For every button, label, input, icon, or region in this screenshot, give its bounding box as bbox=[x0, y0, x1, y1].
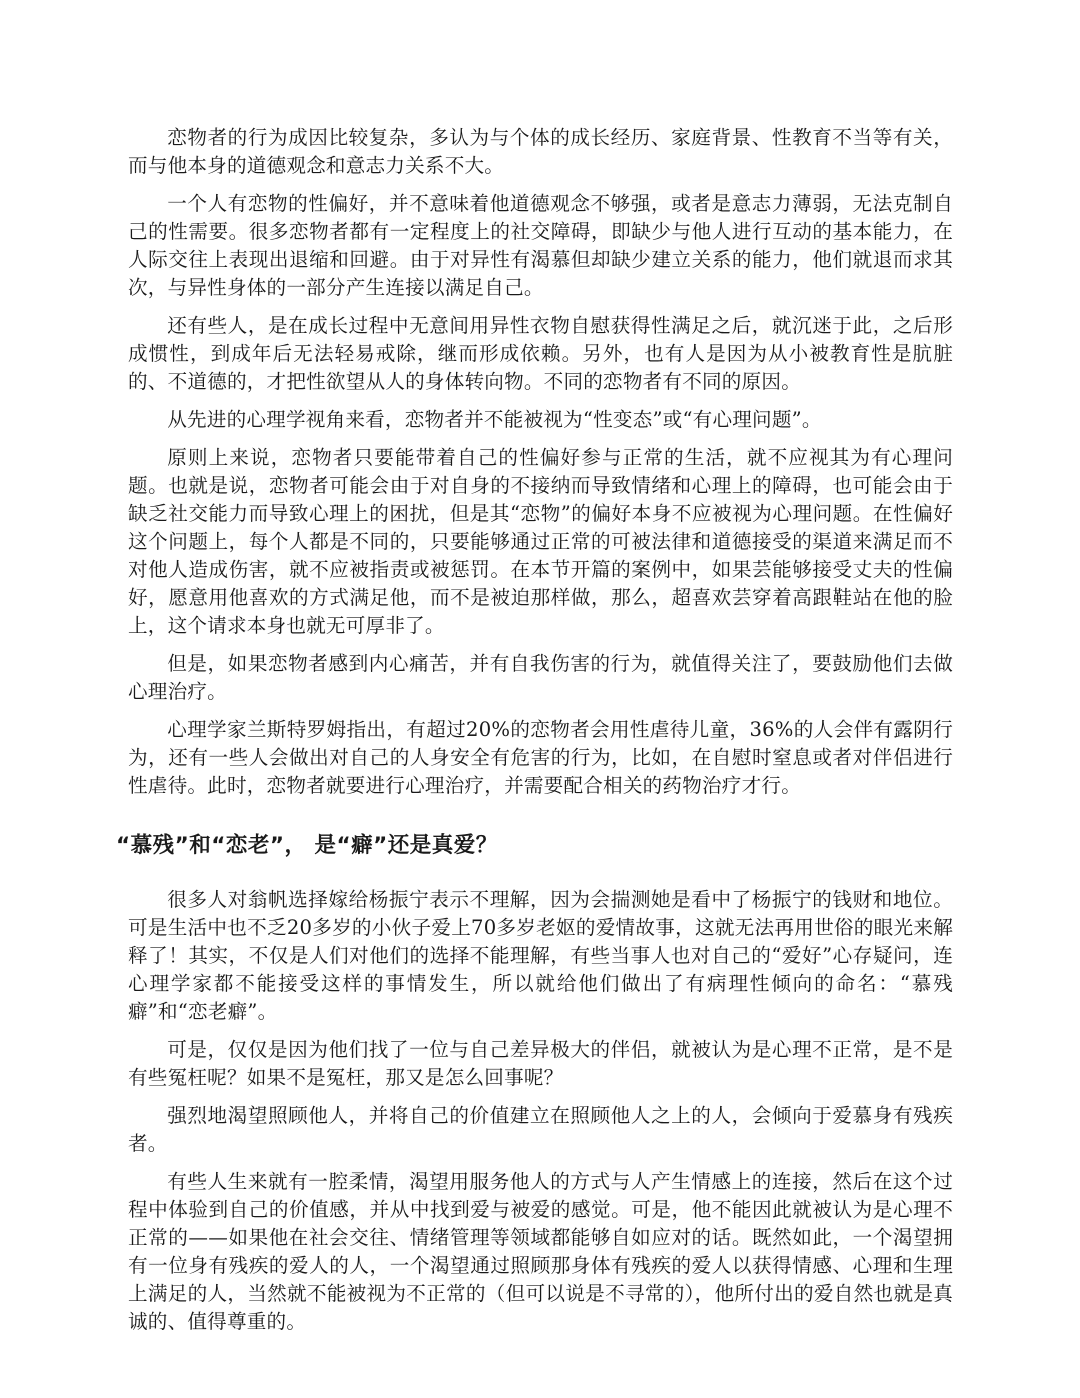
paragraph: 从先进的心理学视角来看，恋物者并不能被视为“性变态”或“有心理问题”。 bbox=[167, 408, 822, 431]
paragraph: 一个人有恋物的性偏好，并不意味着他道德观念不够强，或者是意志力薄弱，无法克制自己的性需要。很多恋物者都有一定程度上的社交障碍，即缺少与他人进行互动的基本能力，在人际交往上表现出退缩和回避。由于对异性有渴慕但却缺少建立关系的能力，他们就退而求其次，与异性身体的一部分产生连接以满足自己。 bbox=[128, 192, 953, 299]
paragraph: 心理学家兰斯特罗姆指出，有超过20%的恋物者会用性虐待儿童，36%的人会伴有露阴行为，还有一些人会做出对自己的人身安全有危害的行为，比如，在自慰时窒息或者对伴侣进行性虐待。此时，恋物者就要进行心理治疗，并需要配合相关的药物治疗才行。 bbox=[128, 718, 953, 797]
paragraph: 可是，仅仅是因为他们找了一位与自己差异极大的伴侣，就被认为是心理不正常，是不是有些冤枉呢？如果不是冤枉，那又是怎么回事呢？ bbox=[128, 1038, 953, 1089]
paragraph: 有些人生来就有一腔柔情，渴望用服务他人的方式与人产生情感上的连接，然后在这个过程中体验到自己的价值感，并从中找到爱与被爱的感觉。可是，他不能因此就被认为是心理不正常的——如果他在社会交往、情绪管理等领域都能够自如应对的话。既然如此，一个渴望拥有一位身有残疾的爱人的人，一个渴望通过照顾那身体有残疾的爱人以获得情感、心理和生理上满足的人，当然就不能被视为不正常的（但可以说是不寻常的），他所付出的爱自然也就是真诚的、值得尊重的。 bbox=[128, 1170, 953, 1333]
paragraph: 原则上来说，恋物者只要能带着自己的性偏好参与正常的生活，就不应视其为有心理问题。也就是说，恋物者可能会由于对自身的不接纳而导致情绪和心理上的障碍，也可能会由于缺乏社交能力而导致心理上的困扰，但是其“恋物”的偏好本身不应被视为心理问题。在性偏好这个问题上，每个人都是不同的，只要能够通过正常的可被法律和道德接受的渠道来满足而不对他人造成伤害，就不应被指责或被惩罚。在本节开篇的案例中，如果芸能够接受丈夫的性偏好，愿意用他喜欢的方式满足他，而不是被迫那样做，那么，超喜欢芸穿着高跟鞋站在他的脸上，这个请求本身也就无可厚非了。 bbox=[128, 446, 953, 637]
paragraph: 很多人对翁帆选择嫁给杨振宁表示不理解，因为会揣测她是看中了杨振宁的钱财和地位。可是生活中也不乏20多岁的小伙子爱上70多岁老妪的爱情故事，这就无法再用世俗的眼光来解释了！其实，不仅是人们对他们的选择不能理解，有些当事人也对自己的“爱好”心存疑问，连心理学家都不能接受这样的事情发生，所以就给他们做出了有病理性倾向的命名：“慕残癖”和“恋老癖”。 bbox=[128, 888, 953, 1023]
paragraph: 强烈地渴望照顾他人，并将自己的价值建立在照顾他人之上的人，会倾向于爱慕身有残疾者。 bbox=[128, 1104, 953, 1155]
section-heading: “慕残”和“恋老”， 是“癖”还是真爱？ bbox=[116, 833, 498, 858]
document-page bbox=[116, 124, 953, 1346]
paragraph: 恋物者的行为成因比较复杂，多认为与个体的成长经历、家庭背景、性教育不当等有关，而与他本身的道德观念和意志力关系不大。 bbox=[128, 126, 953, 177]
paragraph: 但是，如果恋物者感到内心痛苦，并有自我伤害的行为，就值得关注了，要鼓励他们去做心理治疗。 bbox=[128, 652, 953, 703]
paragraph: 还有些人，是在成长过程中无意间用异性衣物自慰获得性满足之后，就沉迷于此，之后形成惯性，到成年后无法轻易戒除，继而形成依赖。另外，也有人是因为从小被教育性是肮脏的、不道德的，才把性欲望从人的身体转向物。不同的恋物者有不同的原因。 bbox=[128, 314, 953, 393]
